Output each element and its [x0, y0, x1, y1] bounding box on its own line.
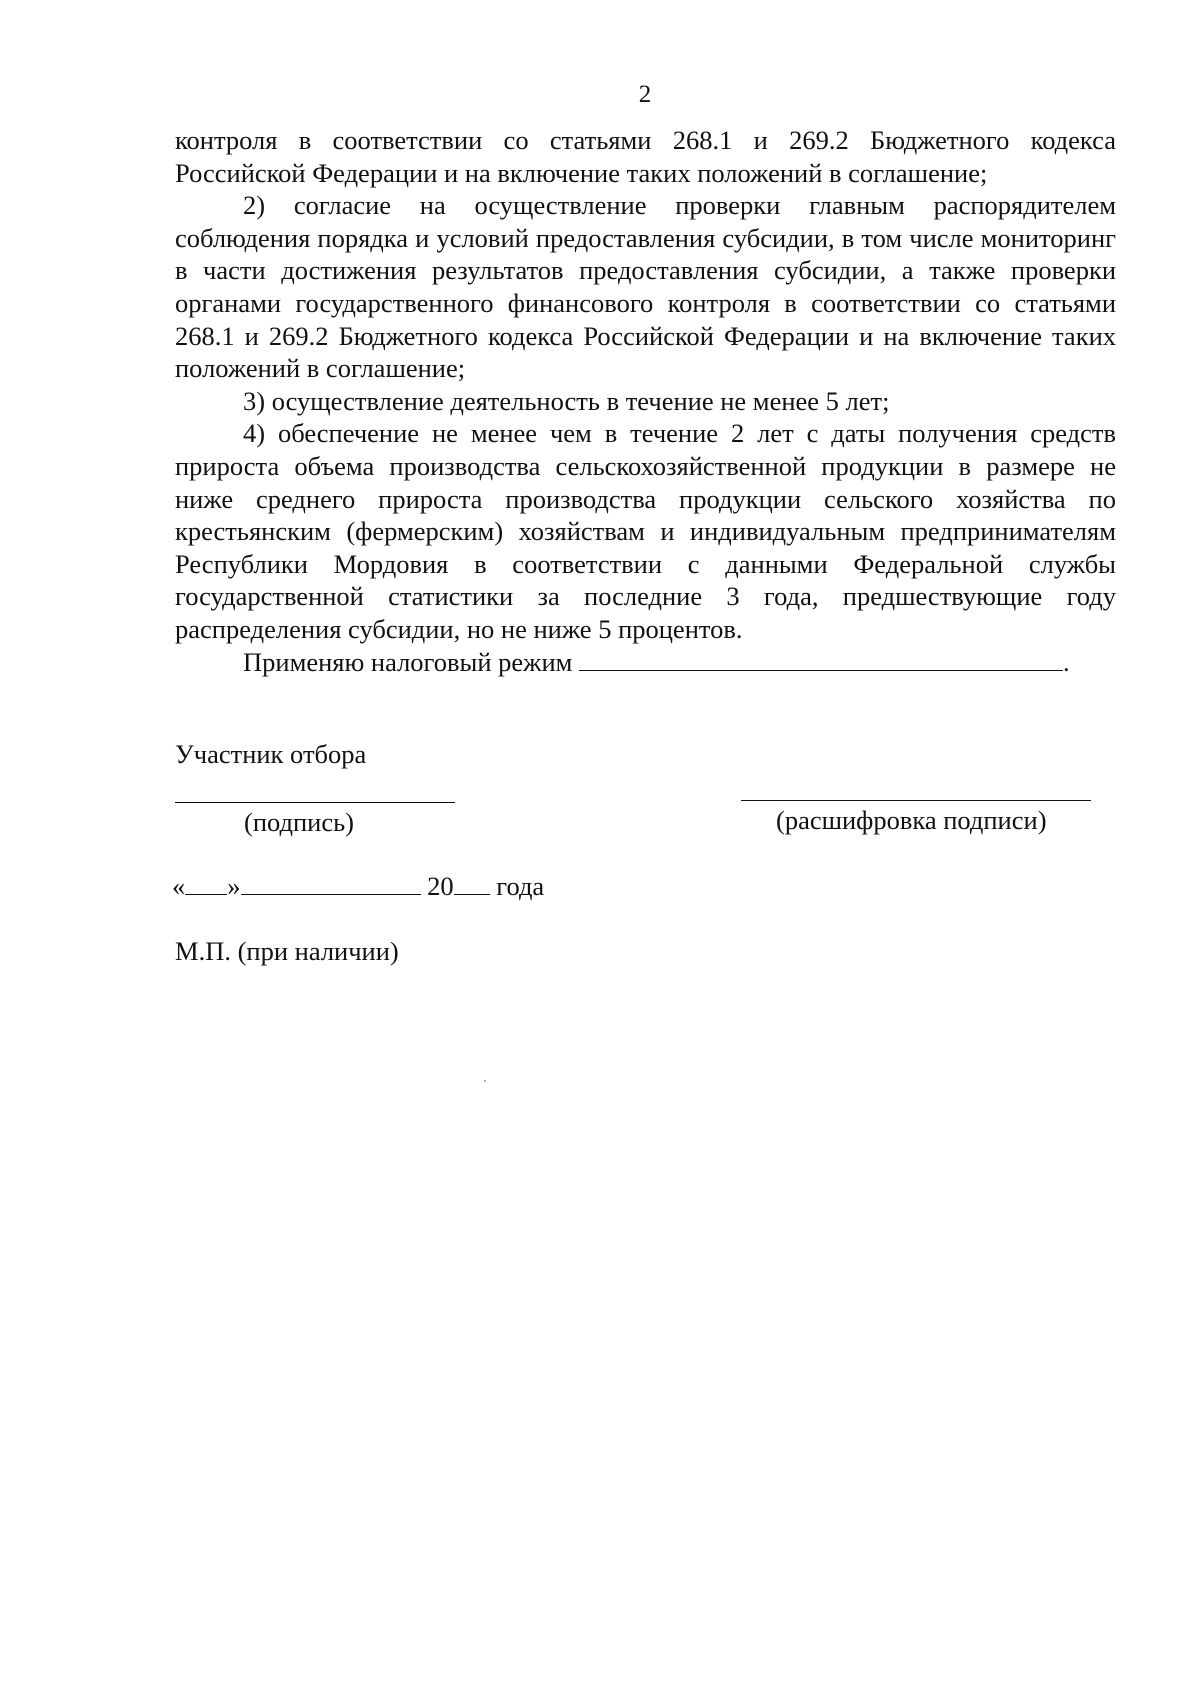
seal-label: М.П. (при наличии) — [175, 936, 399, 966]
signature-decoding-line[interactable] — [741, 800, 1091, 801]
paragraph-continuation: контроля в соответствии со статьями 268.1 и 269.2 Бюджетного кодекса Российской Федерации и на включение таких положений в соглашение; — [175, 125, 1116, 188]
date-line — [172, 870, 544, 902]
signature-caption: (подпись) — [244, 807, 355, 837]
date-day-blank[interactable] — [185, 872, 227, 895]
tax-regime-line — [175, 646, 1116, 679]
signature-line[interactable] — [175, 802, 455, 803]
date-year-prefix: 20 — [427, 871, 454, 901]
date-close-quote: » — [227, 871, 241, 901]
scan-speck — [484, 1080, 486, 1082]
document-body — [175, 124, 1116, 678]
date-open-quote: « — [172, 871, 186, 901]
paragraph-item-3: 3) осуществление деятельность в течение не менее 5 лет; — [243, 385, 890, 416]
page-number: 2 — [638, 81, 652, 108]
participant-label: Участник отбора — [175, 739, 367, 769]
date-year-suffix: года — [496, 871, 545, 901]
paragraph-item-4: 4) обеспечение не менее чем в течение 2 лет с даты получения средств прироста объема производства сельскохозяйственной продукции в размере не ниже среднего прироста производства продукции сельского хозяйства по крестьянским (фермерским) хозяйствам и индивидуальным предпринимателям Республики Мордовия в соответствии с данными Федеральной службы государственной статистики за последние 3 года, предшествующие году распределения субсидии, но не ниже 5 процентов. — [175, 418, 1116, 644]
date-year-blank[interactable] — [454, 872, 490, 895]
tax-regime-blank[interactable] — [579, 648, 1063, 671]
tax-regime-period: . — [1063, 646, 1070, 677]
tax-regime-label: Применяю налоговый режим — [243, 646, 573, 677]
paragraph-item-2: 2) согласие на осуществление проверки главным распорядителем соблюдения порядка и условий предоставления субсидии, в том числе мониторинг в части достижения результатов предоставления субсидии, а также проверки органами государственного финансового контроля в соответствии со статьями 268.1 и 269.2 Бюджетного кодекса Российской Федерации и на включение таких положений в соглашение; — [175, 190, 1116, 384]
signature-decoding-caption: (расшифровка подписи) — [776, 805, 1047, 835]
date-month-blank[interactable] — [241, 872, 421, 895]
